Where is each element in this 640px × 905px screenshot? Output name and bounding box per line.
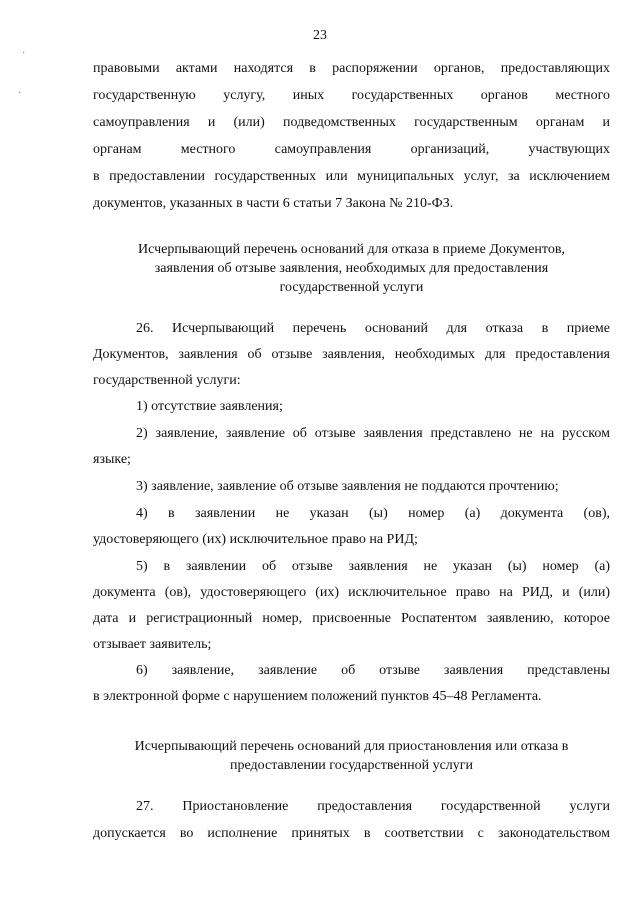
text-line: органам местного самоуправления организаций, участвующих <box>93 142 610 157</box>
text-line: отзывает заявитель; <box>93 637 212 652</box>
list-item: 1) отсутствие заявления; <box>136 399 283 414</box>
scan-mark: · <box>18 88 22 99</box>
section-heading: государственной услуги <box>279 280 424 295</box>
list-item: 6) заявление, заявление об отзыве заявления представлены <box>136 663 610 678</box>
page-number: 23 <box>313 28 327 43</box>
text-line: правовыми актами находятся в распоряжении органов, предоставляющих <box>93 61 610 76</box>
text-line: государственную услугу, иных государственных органов местного <box>93 88 610 103</box>
text-line: Документов, заявления об отзыве заявления, необходимых для предоставления <box>93 347 610 362</box>
section-heading: Исчерпывающий перечень оснований для отказа в приеме Документов, <box>138 242 565 257</box>
section-heading: предоставлении государственной услуги <box>229 758 474 773</box>
text-line: в электронной форме с нарушением положений пунктов 45–48 Регламента. <box>93 689 542 704</box>
text-line: допускается во исполнение принятых в соответствии с законодательством <box>93 826 610 841</box>
text-line: в предоставлении государственных или муниципальных услуг, за исключением <box>93 169 610 184</box>
text-line: дата и регистрационный номер, присвоенные Роспатентом заявлению, которое <box>93 611 610 626</box>
text-line: языке; <box>93 452 131 467</box>
scan-mark: · <box>22 48 26 59</box>
text-line: государственной услуги: <box>93 373 241 388</box>
list-item: 3) заявление, заявление об отзыве заявления не поддаются прочтению; <box>136 479 559 494</box>
text-line: документа (ов), удостоверяющего (их) исключительное право на РИД, и (или) <box>93 585 610 600</box>
list-item: 4) в заявлении не указан (ы) номер (а) документа (ов), <box>136 506 610 521</box>
section-heading: заявления об отзыве заявления, необходимых для предоставления <box>154 261 549 276</box>
text-line: удостоверяющего (их) исключительное право на РИД; <box>93 532 418 547</box>
list-item: 5) в заявлении об отзыве заявления не указан (ы) номер (а) <box>136 559 610 574</box>
text-line: самоуправления и (или) подведомственных государственным органам и <box>93 115 610 130</box>
paragraph-first-line: 26. Исчерпывающий перечень оснований для отказа в приеме <box>136 321 610 336</box>
text-line: документов, указанных в части 6 статьи 7 Закона № 210-ФЗ. <box>93 196 454 211</box>
list-item: 2) заявление, заявление об отзыве заявления представлено не на русском <box>136 426 610 441</box>
section-heading: Исчерпывающий перечень оснований для приостановления или отказа в <box>134 739 569 754</box>
paragraph-first-line: 27. Приостановление предоставления государственной услуги <box>136 799 610 814</box>
